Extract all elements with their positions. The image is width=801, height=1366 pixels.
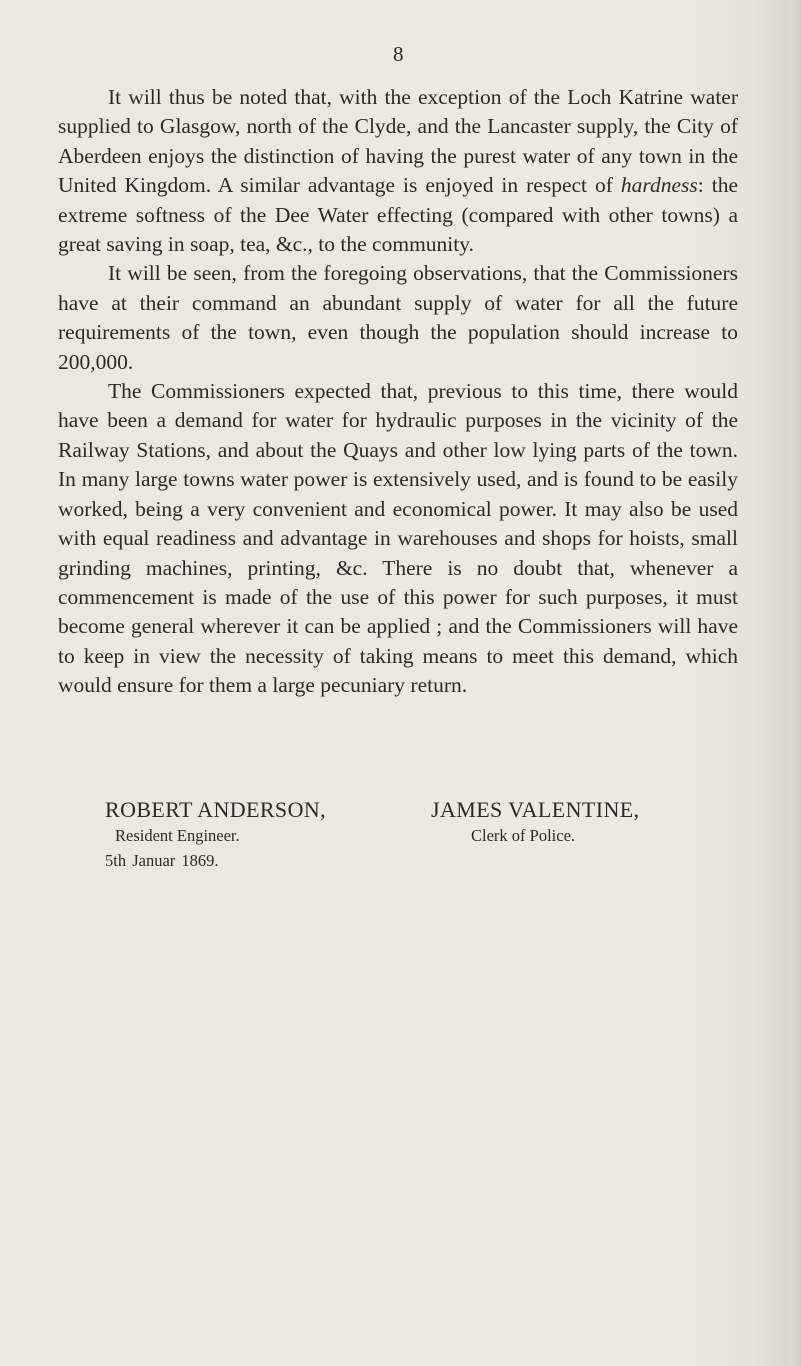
page-number: 8	[393, 42, 404, 66]
signatory-name-left: ROBERT ANDERSON,	[105, 797, 327, 822]
body-text	[58, 83, 738, 701]
document-date: 5th Januar 1869.	[105, 851, 219, 870]
paragraph-1-text-a: It will thus be noted that, with the exception of the Loch Katrine water supplied to Glasgow, north of the Clyde, and the Lancaster supply, the City of Aberdeen enjoys the distinction of having the purest water of any town in the United Kingdom. A similar advantage is enjoyed in respect of	[58, 85, 738, 198]
page-edge-shadow	[789, 0, 801, 1366]
signatory-title-left: Resident Engineer.	[115, 826, 240, 845]
signature-resident-engineer	[105, 795, 405, 847]
signature-clerk-of-police	[431, 795, 751, 847]
emphasis-hardness: hardness	[620, 173, 698, 198]
paragraph-water-purity	[58, 83, 738, 259]
paragraph-1-text-b: : the extreme softness of the Dee Water effecting (compared with other towns) a great saving in soap, tea, &c., to the community.	[58, 173, 738, 257]
paragraph-water-supply: It will be seen, from the foregoing observations, that the Commissioners have at their command an abundant supply of water for all the future requirements of the town, even though the population should increase to 200,000.	[58, 261, 738, 374]
paragraph-hydraulic-power: The Commissioners expected that, previous to this time, there would have been a demand for water for hydraulic purposes in the vicinity of the Railway Stations, and about the Quays and other low lying parts of the town. In many large towns water power is extensively used, and is found to be easily worked, being a very convenient and economical power. It may also be used with equal readiness and advantage in warehouses and shops for hoists, small grinding machines, printing, &c. There is no doubt that, whenever a commencement is made of the use of this power for such purposes, it must become general wherever it can be applied ; and the Commissioners will have to keep in view the necessity of taking means to meet this demand, which would ensure for them a large pecuniary return.	[58, 379, 738, 698]
signatory-title-right: Clerk of Police.	[471, 826, 576, 845]
signatory-name-right: JAMES VALENTINE,	[431, 797, 640, 822]
